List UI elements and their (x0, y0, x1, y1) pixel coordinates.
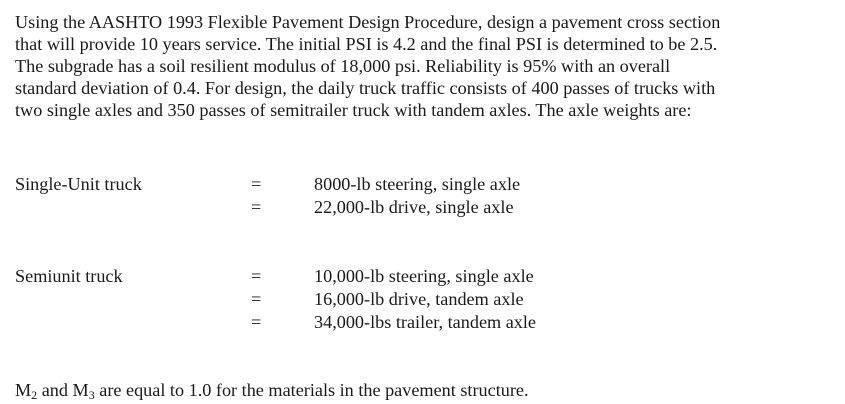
semiunit-truck-label: Semiunit truck (15, 266, 123, 286)
axle-weight-drive: 22,000-lb drive, single axle (314, 197, 514, 217)
m2-subscript: 2 (31, 388, 38, 402)
m3-subscript: 3 (88, 388, 95, 402)
intro-paragraph (15, 11, 835, 121)
equals-sign: = (251, 266, 262, 286)
m2-symbol: M (15, 380, 32, 400)
intro-line: standard deviation of 0.4. For design, the daily truck traffic consists of 400 passes of trucks with (15, 78, 716, 98)
intro-line: two single axles and 350 passes of semitrailer truck with tandem axles. The axle weights are: (15, 100, 692, 120)
intro-line: Using the AASHTO 1993 Flexible Pavement Design Procedure, design a pavement cross section (15, 12, 721, 32)
single-unit-truck-label: Single-Unit truck (15, 174, 142, 194)
axle-weight-steering: 10,000-lb steering, single axle (314, 266, 534, 286)
axle-weight-trailer: 34,000-lbs trailer, tandem axle (314, 312, 536, 332)
equals-sign: = (251, 289, 262, 309)
note-text: are equal to 1.0 for the materials in the pavement structure. (94, 380, 529, 400)
m3-symbol: M (72, 380, 89, 400)
intro-line: The subgrade has a soil resilient modulus of 18,000 psi. Reliability is 95% with an overall (15, 56, 671, 76)
axle-weight-steering: 8000-lb steering, single axle (314, 174, 521, 194)
layer-coefficient-note (15, 379, 529, 401)
equals-sign: = (251, 312, 262, 332)
intro-line: that will provide 10 years service. The initial PSI is 4.2 and the final PSI is determined to be 2.5. (15, 34, 718, 54)
conjunction: and (37, 380, 73, 400)
equals-sign: = (251, 197, 262, 217)
equals-sign: = (251, 174, 262, 194)
axle-weight-drive: 16,000-lb drive, tandem axle (314, 289, 524, 309)
